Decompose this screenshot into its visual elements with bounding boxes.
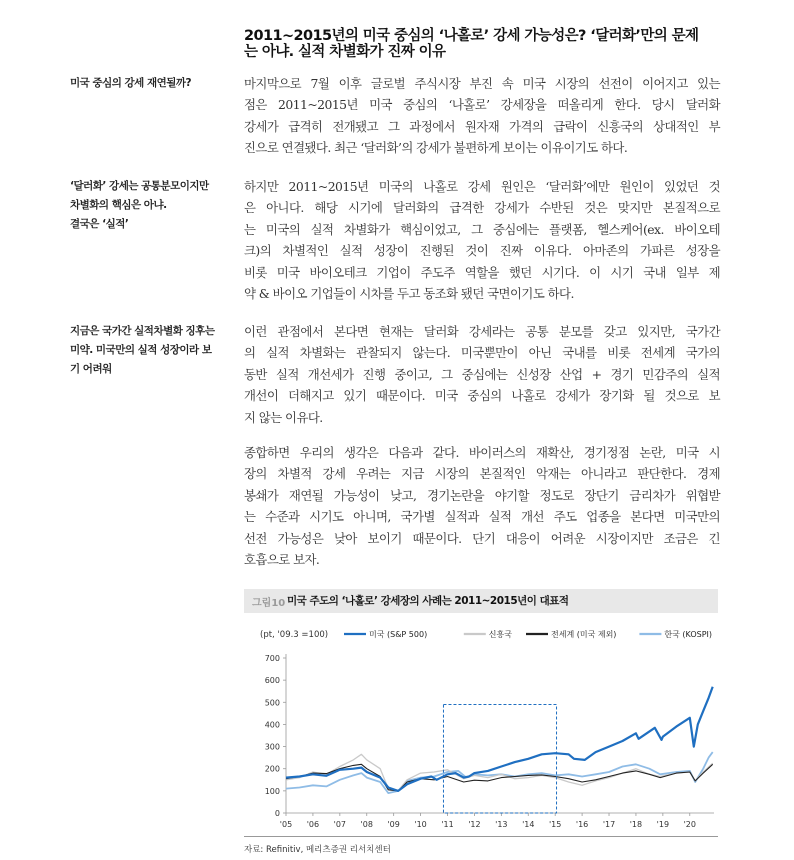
y-tick-label: 300 <box>264 742 280 752</box>
paragraph-line: 강세가 급격히 전개됐고 그 과정에서 원자재 가격의 급락이 신흥국의 상대적인 부 <box>244 118 720 134</box>
x-tick-label: '06 <box>306 820 320 829</box>
paragraph-line: 이런 관점에서 본다면 현재는 달러화 강세라는 공통 분모를 갖고 있지만, 국가간 <box>244 324 720 339</box>
paragraph-1 <box>244 73 720 159</box>
side-note-line: 미약. 미국만의 실적 성장이라 보 <box>70 344 212 356</box>
side-note-line: ‘달러화’ 강세는 공통분모이지만 <box>70 180 209 192</box>
paragraph-line: 동반 실적 개선세가 진행 중이고, 그 중심에는 신성장 산업 + 경기 민감주의 실적 <box>244 366 720 382</box>
paragraph-line: 는 미국의 실적 차별화가 핵심이었고, 그 중심에는 플랫폼, 헬스케어(ex. 바이오테 <box>244 221 720 237</box>
x-tick-label: '08 <box>360 820 373 829</box>
legend-label: 전세계 (미국 제외) <box>551 630 617 639</box>
side-note-3 <box>70 322 230 379</box>
paragraph-line: 장의 차별적 강세 우려는 지금 시장의 본질적인 악재는 아니라고 판단한다. 경제 <box>244 466 720 482</box>
paragraph-line: 는 수준과 시기도 아니며, 국가별 실적과 실적 개선 주도 업종을 본다면 미국만의 <box>244 509 720 525</box>
paragraph-line: 종합하면 우리의 생각은 다음과 같다. 바이러스의 재확산, 경기정점 논란, 미국 시 <box>244 445 720 460</box>
legend-label: 미국 (S&P 500) <box>369 630 428 639</box>
paragraph-4 <box>244 442 720 570</box>
x-tick-label: '19 <box>656 820 670 829</box>
legend-label: 신흥국 <box>488 630 512 639</box>
paragraph-line: 크)의 차별적인 실적 성장이 진행된 것이 진짜 이유다. 아마존의 가파른 성장을 <box>244 243 720 259</box>
paragraph-line: 개선이 더해지고 있기 때문이다. 미국 중심의 나홀로 강세가 장기화 될 것으로 보 <box>244 388 720 404</box>
x-tick-label: '05 <box>279 820 293 829</box>
figure-divider <box>244 836 718 837</box>
paragraph-line: 마지막으로 7월 이후 글로벌 주식시장 부진 속 미국 시장의 선전이 이어지고 있는 <box>244 76 720 91</box>
line-chart <box>244 620 718 834</box>
section-heading <box>244 28 724 60</box>
x-tick-label: '17 <box>602 820 616 829</box>
x-tick-label: '16 <box>575 820 589 829</box>
x-tick-label: '11 <box>441 820 454 829</box>
figure-caption-bar <box>244 589 718 613</box>
y-tick-label: 100 <box>264 786 280 796</box>
side-note-1 <box>70 74 230 93</box>
y-tick-label: 0 <box>274 809 280 818</box>
series-line <box>286 752 713 793</box>
paragraph-line: 진으로 연결됐다. 최근 ‘달러화’의 강세가 불편하게 보이는 이유이기도 하다. <box>244 140 628 156</box>
side-note-line: 미국 중심의 강세 재연될까? <box>70 77 192 89</box>
side-note-line: 차별화의 핵심은 아냐. <box>70 199 167 211</box>
paragraph-3 <box>244 321 720 428</box>
paragraph-line: 봉쇄가 재연될 가능성이 낮고, 경기논란을 야기할 정도로 장단기 금리차가 위협받 <box>244 487 720 503</box>
paragraph-line: 하지만 2011~2015년 미국의 나홀로 강세 원인은 ‘달러화’에만 원인이 있었던 것 <box>244 179 720 194</box>
x-tick-label: '15 <box>548 820 562 829</box>
y-tick-label: 700 <box>264 654 280 663</box>
x-tick-label: '18 <box>629 820 643 829</box>
section-heading-line2: 는 아냐. 실적 차별화가 진짜 이유 <box>244 44 446 60</box>
y-tick-label: 200 <box>264 764 280 774</box>
figure-title: 미국 주도의 ‘나홀로’ 강세장의 사례는 2011~2015년이 대표적 <box>287 595 569 607</box>
paragraph-line: 선전 가능성은 낮아 보이기 때문이다. 단기 대응이 어려운 시장이지만 조금은 긴 <box>244 530 720 546</box>
paragraph-line: 약 & 바이오 기업들이 시차를 두고 동조화 됐던 국면이기도 하다. <box>244 286 574 302</box>
y-tick-label: 400 <box>264 720 280 730</box>
section-heading-line1: 2011~2015년의 미국 중심의 ‘나홀로’ 강세 가능성은? ‘달러화’만의 문제 <box>244 28 699 44</box>
legend-label: 한국 (KOSPI) <box>664 630 713 639</box>
x-tick-label: '10 <box>414 820 427 829</box>
paragraph-line: 호흡으로 보자. <box>244 552 320 568</box>
side-note-line: 지금은 국가간 실적차별화 징후는 <box>70 325 215 337</box>
x-tick-label: '20 <box>683 820 696 829</box>
side-note-line: 기 어려워 <box>70 363 112 375</box>
x-tick-label: '14 <box>522 820 535 829</box>
paragraph-line: 의 실적 차별화는 관찰되지 않는다. 미국뿐만이 아닌 국내를 비롯 전세계 국가의 <box>244 345 720 361</box>
paragraph-2 <box>244 176 720 304</box>
paragraph-line: 점은 2011~2015년 미국 중심의 ‘나홀로’ 강세장을 떠올리게 한다. 당시 달러화 <box>244 97 720 113</box>
y-tick-label: 500 <box>264 698 280 708</box>
side-note-2 <box>70 177 230 234</box>
x-tick-label: '13 <box>495 820 508 829</box>
paragraph-line: 비롯 미국 바이오테크 기업이 주도주 역할을 했던 시기다. 이 시기 국내 일부 제 <box>244 264 720 280</box>
figure-number: 그림10 <box>252 598 286 609</box>
series-line <box>286 754 713 791</box>
paragraph-line: 은 아니다. 해당 시기에 달러화의 급격한 강세가 수반된 것은 맞지만 본질적으로 <box>244 200 720 216</box>
x-tick-label: '07 <box>333 820 347 829</box>
side-note-line: 결국은 ‘실적’ <box>70 218 129 230</box>
paragraph-line: 지 않는 이유다. <box>244 409 323 425</box>
y-tick-label: 600 <box>264 676 280 686</box>
x-tick-label: '09 <box>387 820 400 829</box>
figure-source: 자료: Refinitiv, 메리츠증권 리서치센터 <box>244 845 391 855</box>
x-tick-label: '12 <box>468 820 481 829</box>
highlight-box <box>443 705 556 814</box>
y-unit-label: (pt, '09.3 =100) <box>260 630 329 640</box>
